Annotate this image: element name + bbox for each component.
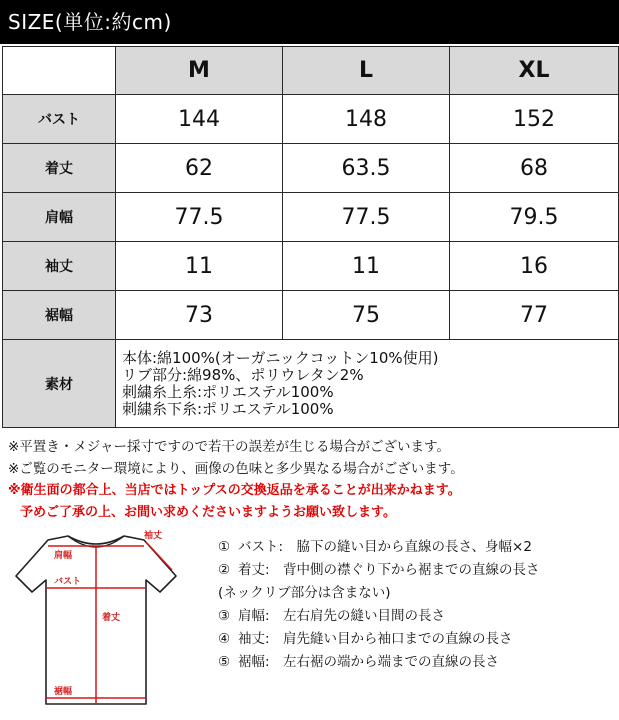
material-line: 本体:綿100%(オーガニックコットン10%使用) xyxy=(122,348,439,367)
measurement-text: 袖丈: 肩先縫い目から袖口までの直線の長さ xyxy=(238,631,513,647)
shoulder-m: 77.5 xyxy=(116,193,283,242)
bust-l: 148 xyxy=(283,95,450,144)
measurement-text: 着丈: 背中側の襟ぐり下から裾までの直線の長さ xyxy=(238,562,540,578)
table-row-shoulder xyxy=(3,193,619,242)
notes-section xyxy=(8,436,614,524)
table-row-material xyxy=(3,340,619,428)
diagram-label-sleeve: 袖丈 xyxy=(144,531,163,541)
measurement-guide xyxy=(218,536,613,674)
row-label-sleeve: 袖丈 xyxy=(3,242,116,291)
size-header-row xyxy=(3,47,619,95)
table-row-hem xyxy=(3,291,619,340)
row-label-shoulder: 肩幅 xyxy=(3,193,116,242)
length-l: 63.5 xyxy=(283,144,450,193)
diagram-label-hem: 裾幅 xyxy=(54,687,73,697)
measurement-item-sleeve xyxy=(218,628,613,651)
note-monitor-color: ※ご覧のモニター環境により、画像の色味と多少異なる場合がございます。 xyxy=(8,461,464,477)
bust-xl: 152 xyxy=(450,95,619,144)
size-header-m: M xyxy=(116,47,283,95)
row-label-material: 素材 xyxy=(3,340,116,428)
material-description xyxy=(116,340,619,428)
size-title: SIZE(単位:約cm) xyxy=(0,0,619,44)
size-table xyxy=(2,46,619,428)
bust-m: 144 xyxy=(116,95,283,144)
warning-acknowledge: 予めご了承の上、お間い求めくださいますようお願い致します。 xyxy=(20,505,396,520)
diagram-label-bust: バスト xyxy=(54,577,82,587)
diagram-label-length: 着丈 xyxy=(102,613,121,623)
table-row-length xyxy=(3,144,619,193)
row-label-length: 着丈 xyxy=(3,144,116,193)
size-header-xl: XL xyxy=(450,47,619,95)
sleeve-l: 11 xyxy=(283,242,450,291)
material-line: リブ部分:綿98%、ポリウレタン2% xyxy=(122,365,364,384)
measurement-text: 肩幅: 左右肩先の縫い目間の長さ xyxy=(238,608,446,624)
measurement-item-hem xyxy=(218,651,613,674)
sleeve-m: 11 xyxy=(116,242,283,291)
row-label-hem: 裾幅 xyxy=(3,291,116,340)
shoulder-l: 77.5 xyxy=(283,193,450,242)
size-header-l: L xyxy=(283,47,450,95)
tshirt-diagram xyxy=(12,528,182,713)
measurement-number: ② xyxy=(218,562,231,578)
shoulder-xl: 79.5 xyxy=(450,193,619,242)
measurement-number: ③ xyxy=(218,608,231,624)
measurement-item-shoulder xyxy=(218,605,613,628)
note-measurement-error: ※平置き・メジャー採寸ですので若干の誤差が生じる場合がございます。 xyxy=(8,439,450,455)
table-row-sleeve xyxy=(3,242,619,291)
length-m: 62 xyxy=(116,144,283,193)
measurement-item-length-note xyxy=(218,582,613,605)
measurement-number: ⑤ xyxy=(218,654,231,670)
measurement-text: バスト: 脇下の縫い目から直線の長さ、身幅×2 xyxy=(238,539,532,555)
material-line: 刺繍糸下糸:ポリエステル100% xyxy=(122,399,334,418)
measurement-number: ④ xyxy=(218,631,231,647)
measurement-number: ① xyxy=(218,539,231,555)
measurement-item-bust xyxy=(218,536,613,559)
hem-xl: 77 xyxy=(450,291,619,340)
material-line: 刺繍糸上糸:ポリエステル100% xyxy=(122,382,334,401)
table-row-bust xyxy=(3,95,619,144)
row-label-bust: バスト xyxy=(3,95,116,144)
warning-no-returns: ※衛生面の都合上、当店ではトップスの交換返品を承ることが出来かねます。 xyxy=(8,483,461,498)
measurement-item-length xyxy=(218,559,613,582)
length-xl: 68 xyxy=(450,144,619,193)
sleeve-xl: 16 xyxy=(450,242,619,291)
hem-m: 73 xyxy=(116,291,283,340)
diagram-label-shoulder: 肩幅 xyxy=(54,551,73,561)
measurement-text: 裾幅: 左右裾の端から端までの直線の長さ xyxy=(238,654,500,670)
hem-l: 75 xyxy=(283,291,450,340)
measurement-text: (ネックリブ部分は含まない) xyxy=(218,585,391,601)
table-corner-cell xyxy=(3,47,116,95)
